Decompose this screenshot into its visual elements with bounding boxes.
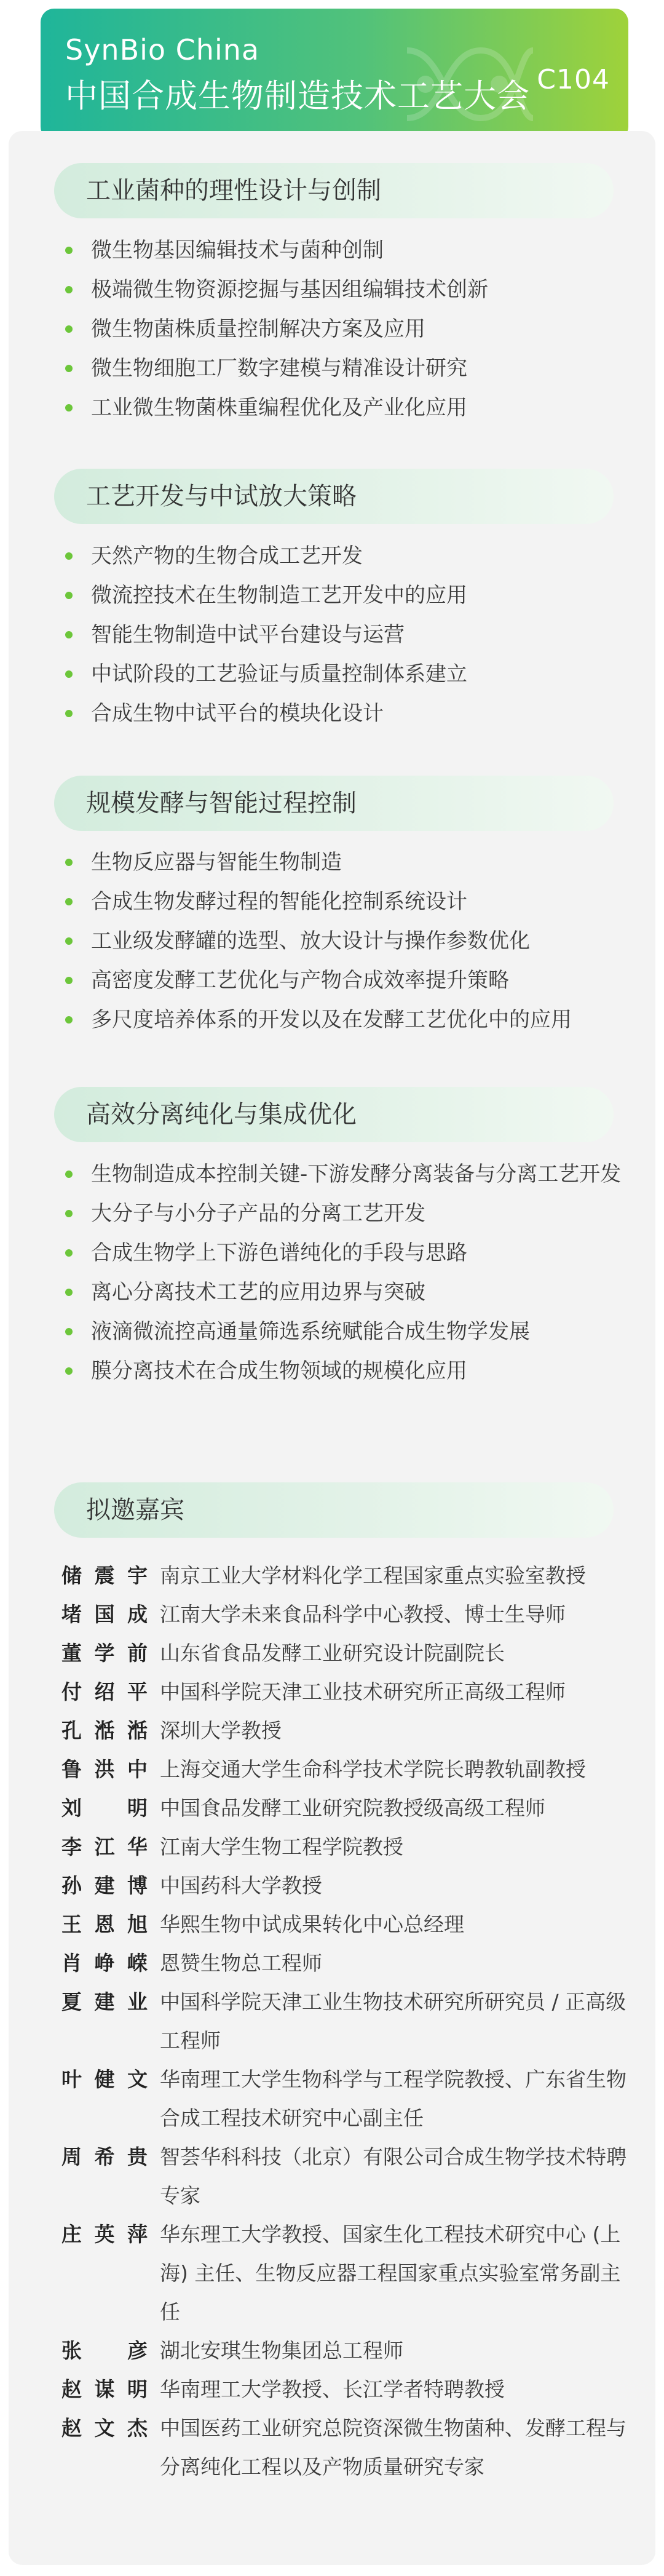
header-banner — [41, 9, 628, 140]
guest-name: 鲁洪中 — [61, 1757, 148, 1781]
guest-row — [61, 1905, 633, 1944]
guest-name: 李江华 — [61, 1835, 148, 1859]
guest-name: 孔湉湉 — [61, 1719, 148, 1743]
guest-row — [61, 2370, 633, 2409]
guest-name: 付绍平 — [61, 1680, 148, 1704]
guest-title: 江南大学生物工程学院教授 — [160, 1835, 403, 1859]
guest-name: 肖峥嵘 — [61, 1951, 148, 1975]
guest-name: 储震宇 — [61, 1564, 148, 1588]
list-item: 大分子与小分子产品的分离工艺开发 — [61, 1194, 633, 1233]
section-title-pilot-scale: 工艺开发与中试放大策略 — [54, 469, 614, 524]
guest-row — [61, 2409, 633, 2486]
list-item: 膜分离技术在合成生物领域的规模化应用 — [61, 1351, 633, 1391]
list-item: 离心分离技术工艺的应用边界与突破 — [61, 1273, 633, 1312]
list-item: 多尺度培养体系的开发以及在发酵工艺优化中的应用 — [61, 1000, 633, 1040]
guest-row — [61, 1634, 633, 1672]
guest-title: 湖北安琪生物集团总工程师 — [160, 2339, 403, 2363]
list-item: 合成生物发酵过程的智能化控制系统设计 — [61, 882, 633, 921]
guest-name: 庄英萍 — [61, 2222, 148, 2246]
guest-title: 深圳大学教授 — [160, 1719, 282, 1743]
section-title-guests: 拟邀嘉宾 — [54, 1482, 614, 1538]
guest-title: 华熙生物中试成果转化中心总经理 — [160, 1912, 464, 1936]
guest-row — [61, 1595, 633, 1634]
list-item: 合成生物中试平台的模块化设计 — [61, 694, 633, 733]
list-item: 高密度发酵工艺优化与产物合成效率提升策略 — [61, 961, 633, 1000]
header-chinese-title: 中国合成生物制造技术工艺大会 — [65, 78, 530, 115]
guest-name: 张彦 — [61, 2339, 148, 2363]
session-code: C104 — [537, 64, 610, 95]
guest-row — [61, 2215, 633, 2331]
list-item: 天然产物的生物合成工艺开发 — [61, 536, 633, 576]
guest-name: 刘明 — [61, 1796, 148, 1820]
guest-row — [61, 1789, 633, 1827]
section-list-fermentation — [61, 843, 633, 1040]
guest-name: 堵国成 — [61, 1602, 148, 1626]
guest-title: 中国食品发酵工业研究院教授级高级工程师 — [160, 1796, 545, 1820]
guest-title: 江南大学未来食品科学中心教授、博士生导师 — [160, 1602, 566, 1626]
guest-title: 中国药科大学教授 — [160, 1874, 322, 1898]
guest-row — [61, 1750, 633, 1789]
guest-title: 华南理工大学生物科学与工程学院教授、广东省生物合成工程技术研究中心副主任 — [160, 2067, 626, 2130]
guest-title: 中国医药工业研究总院资深微生物菌种、发酵工程与分离纯化工程以及产物质量研究专家 — [160, 2416, 626, 2479]
section-list-strain-design — [61, 231, 633, 427]
section-title-fermentation: 规模发酵与智能过程控制 — [54, 776, 614, 831]
guest-name: 董学前 — [61, 1641, 148, 1665]
list-item: 生物制造成本控制关键-下游发酵分离装备与分离工艺开发 — [61, 1155, 633, 1194]
list-item: 液滴微流控高通量筛选系统赋能合成生物学发展 — [61, 1312, 633, 1351]
guest-title: 智荟华科科技（北京）有限公司合成生物学技术特聘专家 — [160, 2145, 626, 2208]
header-english-title: SynBio China — [65, 33, 260, 66]
list-item: 极端微生物资源挖掘与基因组编辑技术创新 — [61, 270, 633, 309]
guest-name: 夏建业 — [61, 1990, 148, 2014]
section-title-strain-design: 工业菌种的理性设计与创制 — [54, 163, 614, 218]
guest-row — [61, 1866, 633, 1905]
guest-row — [61, 1556, 633, 1595]
guest-row — [61, 2331, 633, 2370]
guest-name: 孙建博 — [61, 1874, 148, 1898]
guest-title: 中国科学院天津工业生物技术研究所研究员 / 正高级工程师 — [160, 1990, 626, 2053]
guest-name: 赵文杰 — [61, 2416, 148, 2440]
guest-title: 中国科学院天津工业技术研究所正高级工程师 — [160, 1680, 566, 1704]
list-item: 智能生物制造中试平台建设与运营 — [61, 615, 633, 654]
guest-list — [61, 1556, 633, 2486]
guest-row — [61, 2060, 633, 2137]
guest-row — [61, 1711, 633, 1750]
list-item: 生物反应器与智能生物制造 — [61, 843, 633, 882]
list-item: 工业级发酵罐的选型、放大设计与操作参数优化 — [61, 921, 633, 961]
guest-row — [61, 1944, 633, 1982]
section-title-separation: 高效分离纯化与集成优化 — [54, 1087, 614, 1142]
guest-name: 周希贵 — [61, 2145, 148, 2169]
list-item: 中试阶段的工艺验证与质量控制体系建立 — [61, 654, 633, 694]
guest-title: 华南理工大学教授、长江学者特聘教授 — [160, 2377, 505, 2401]
section-list-separation — [61, 1155, 633, 1391]
guest-name: 王恩旭 — [61, 1912, 148, 1936]
guest-title: 恩赞生物总工程师 — [160, 1951, 322, 1975]
list-item: 微流控技术在生物制造工艺开发中的应用 — [61, 576, 633, 615]
guest-title: 山东省食品发酵工业研究设计院副院长 — [160, 1641, 505, 1665]
list-item: 合成生物学上下游色谱纯化的手段与思路 — [61, 1233, 633, 1273]
guest-row — [61, 1672, 633, 1711]
guest-name: 赵谋明 — [61, 2377, 148, 2401]
list-item: 微生物菌株质量控制解决方案及应用 — [61, 309, 633, 349]
guest-title: 南京工业大学材料化学工程国家重点实验室教授 — [160, 1564, 586, 1588]
list-item: 工业微生物菌株重编程优化及产业化应用 — [61, 388, 633, 427]
guest-title: 上海交通大学生命科学技术学院长聘教轨副教授 — [160, 1757, 586, 1781]
list-item: 微生物细胞工厂数字建模与精准设计研究 — [61, 349, 633, 388]
list-item: 微生物基因编辑技术与菌种创制 — [61, 231, 633, 270]
guest-name: 叶健文 — [61, 2067, 148, 2091]
section-list-pilot-scale — [61, 536, 633, 733]
guest-title: 华东理工大学教授、国家生化工程技术研究中心 (上海) 主任、生物反应器工程国家重点实验室常务副主任 — [160, 2222, 621, 2324]
guest-row — [61, 2137, 633, 2215]
guest-row — [61, 1982, 633, 2060]
guest-row — [61, 1827, 633, 1866]
